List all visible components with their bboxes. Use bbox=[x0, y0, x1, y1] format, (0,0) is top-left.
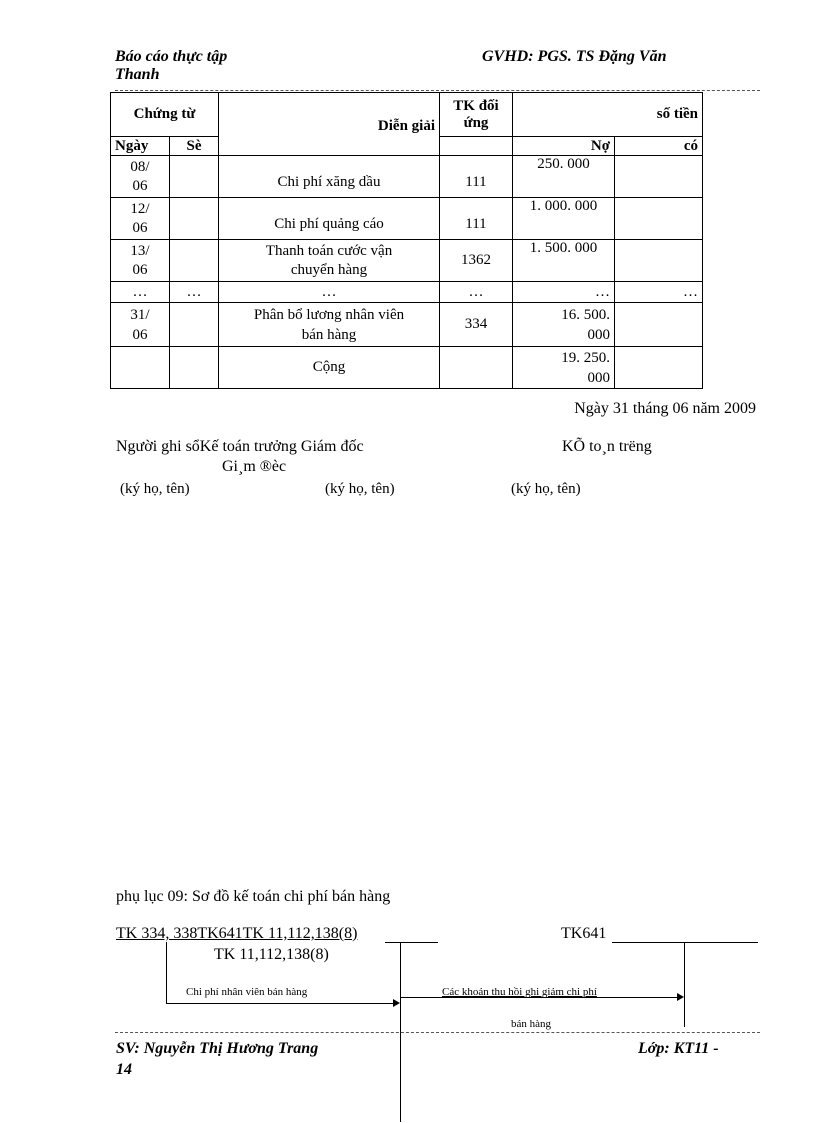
row-description: Chi phí xăng dầu bbox=[277, 174, 381, 190]
header-chung-tu: Chứng từ bbox=[111, 93, 219, 137]
table-row bbox=[111, 282, 703, 303]
row-account: 334 bbox=[440, 303, 513, 347]
appendix-title: phụ lục 09: Sơ đồ kế toán chi phí bán hàng bbox=[116, 888, 391, 905]
row-so bbox=[170, 156, 219, 198]
row-date: 06 bbox=[132, 219, 148, 236]
header-tk-empty bbox=[440, 137, 513, 156]
header-left-line2: Thanh bbox=[115, 66, 160, 83]
total-label: Cộng bbox=[219, 347, 440, 389]
arrow-salary-head bbox=[393, 999, 400, 1007]
signature-label: (ký họ, tên) bbox=[325, 481, 395, 497]
header-dien-giai: Diễn giải bbox=[219, 93, 440, 156]
footer-left-line2: 14 bbox=[116, 1061, 132, 1078]
header-no: Nợ bbox=[513, 137, 615, 156]
arrow-recovery-label-2: bán hàng bbox=[511, 1018, 552, 1030]
date-line: Ngày 31 tháng 06 năm 2009 bbox=[574, 400, 756, 417]
row-debit: 250. 000 bbox=[513, 156, 615, 198]
table-row bbox=[111, 198, 703, 240]
row-so bbox=[170, 303, 219, 347]
row-description: bán hàng bbox=[301, 326, 357, 343]
table-header-row bbox=[111, 93, 703, 137]
footer-left-line1: SV: Nguyễn Thị Hương Trang bbox=[116, 1040, 319, 1057]
arrow-salary-line bbox=[166, 1003, 394, 1004]
row-so: … bbox=[170, 282, 219, 303]
row-date: 13/ bbox=[130, 242, 150, 259]
account-underline-right bbox=[612, 942, 758, 943]
header-co: có bbox=[615, 137, 703, 156]
diagram-vertical-right bbox=[684, 942, 685, 1027]
header-ngay: Ngày bbox=[111, 137, 170, 156]
row-credit bbox=[615, 347, 703, 389]
row-debit: … bbox=[513, 282, 615, 303]
row-date bbox=[111, 347, 170, 389]
report-title bbox=[115, 48, 227, 84]
student-name bbox=[116, 1040, 318, 1079]
row-date: 12/ bbox=[130, 200, 150, 217]
signature-title-director: Gi¸m ®èc bbox=[222, 458, 287, 475]
row-description: Thanh toán cước vận bbox=[265, 242, 393, 259]
signature-label: (ký họ, tên) bbox=[120, 481, 190, 497]
diagram-vertical-left bbox=[166, 942, 167, 1004]
signature-label: (ký họ, tên) bbox=[511, 481, 581, 497]
row-description: chuyển hàng bbox=[290, 261, 368, 278]
header-tk-line2: ứng bbox=[463, 114, 489, 131]
arrow-recovery-head bbox=[677, 993, 684, 1001]
header-tk-line1: TK đối bbox=[453, 97, 499, 114]
row-account: 111 bbox=[440, 156, 513, 198]
total-debit: 000 bbox=[587, 369, 610, 386]
row-date: 06 bbox=[132, 261, 148, 278]
account-label-left-2: TK 11,112,138(8) bbox=[214, 946, 329, 963]
ledger-table bbox=[110, 92, 703, 389]
row-date: … bbox=[111, 282, 170, 303]
header-tk-doi-ung bbox=[440, 93, 513, 137]
total-debit: 19. 250. bbox=[561, 349, 610, 366]
account-label-right: TK641 bbox=[561, 925, 607, 942]
table-row bbox=[111, 303, 703, 347]
row-debit: 16. 500. bbox=[561, 306, 610, 323]
row-debit: 1. 000. 000 bbox=[513, 198, 615, 240]
row-credit bbox=[615, 198, 703, 240]
supervisor-label: GVHD: PGS. TS Đặng Văn bbox=[482, 48, 667, 65]
row-credit bbox=[615, 156, 703, 198]
account-underline-left bbox=[385, 942, 438, 943]
row-account: 111 bbox=[440, 198, 513, 240]
row-so bbox=[170, 240, 219, 282]
header-divider bbox=[115, 90, 760, 91]
row-credit bbox=[615, 303, 703, 347]
row-date: 06 bbox=[132, 177, 148, 194]
class-label: Lớp: KT11 - bbox=[638, 1040, 719, 1057]
signature-titles: Người ghi sổKế toán trưởng Giám đốc bbox=[116, 438, 364, 455]
header-so-tien: số tiền bbox=[513, 93, 703, 137]
row-account: 1362 bbox=[440, 240, 513, 282]
header-so: Sè bbox=[170, 137, 219, 156]
row-account: … bbox=[440, 282, 513, 303]
table-row bbox=[111, 156, 703, 198]
total-row bbox=[111, 347, 703, 389]
table-row bbox=[111, 240, 703, 282]
row-so bbox=[170, 347, 219, 389]
row-description: … bbox=[219, 282, 440, 303]
row-description: Chi phí quảng cáo bbox=[274, 216, 384, 232]
row-credit bbox=[615, 240, 703, 282]
arrow-salary-label: Chi phí nhân viên bán hàng bbox=[186, 986, 308, 998]
row-so bbox=[170, 198, 219, 240]
account-labels-left: TK 334, 338TK641TK 11,112,138(8) bbox=[116, 925, 358, 942]
row-date: 31/ bbox=[130, 306, 150, 323]
row-date: 06 bbox=[132, 326, 148, 343]
header-left-line1: Báo cáo thực tập bbox=[115, 48, 228, 65]
row-credit: … bbox=[615, 282, 703, 303]
footer-divider bbox=[115, 1032, 760, 1033]
signature-title-right: KÕ to¸n trëng bbox=[562, 438, 652, 455]
row-debit: 1. 500. 000 bbox=[513, 240, 615, 282]
arrow-recovery-label: Các khoản thu hồi ghi giảm chi phí bbox=[442, 986, 597, 998]
row-description: Phân bổ lương nhân viên bbox=[253, 306, 405, 323]
row-debit: 000 bbox=[587, 326, 610, 343]
row-account bbox=[440, 347, 513, 389]
row-date: 08/ bbox=[130, 158, 150, 175]
